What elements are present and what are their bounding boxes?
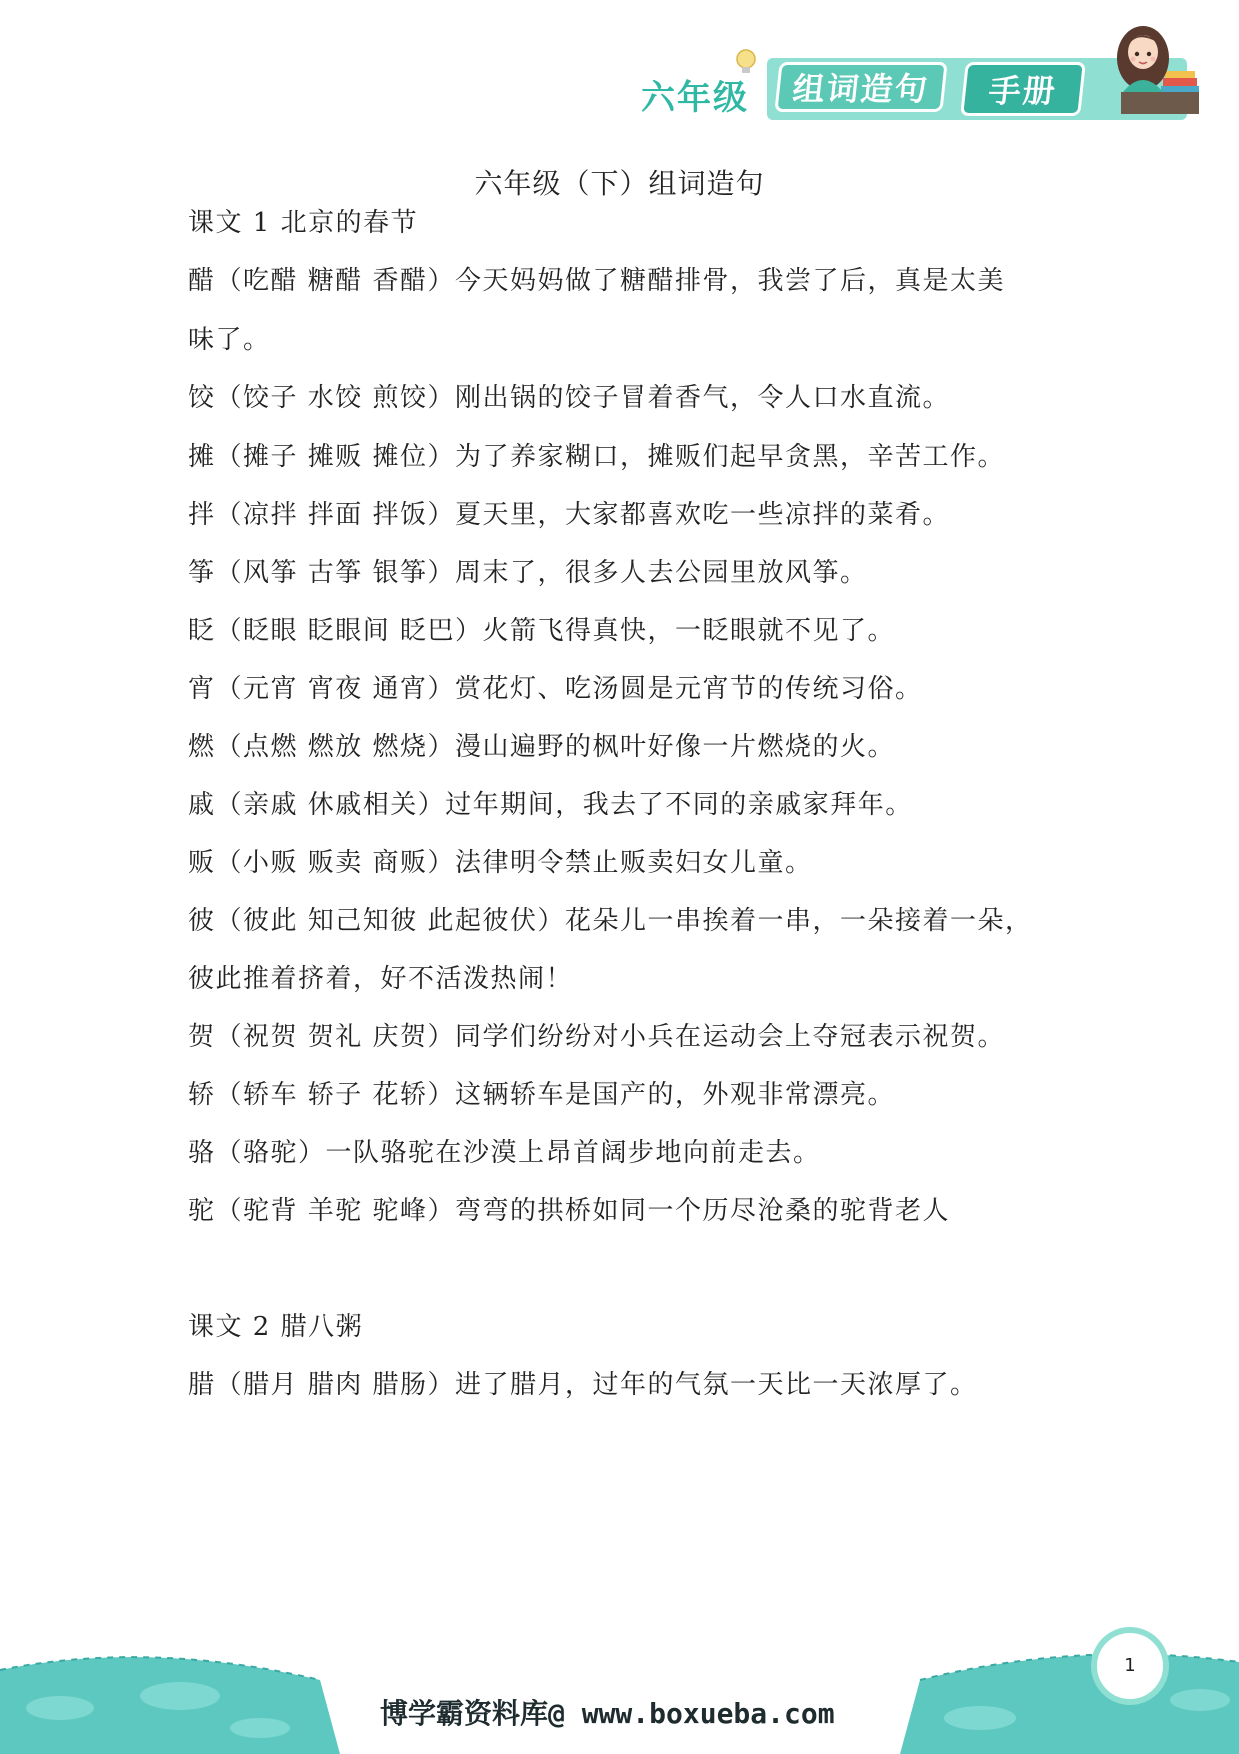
lightbulb-icon <box>733 48 759 78</box>
text-line: 味了。 <box>188 325 271 355</box>
header-banner <box>641 18 1201 128</box>
text-line: 戚（亲戚 休戚相关）过年期间，我去了不同的亲戚家拜年。 <box>188 790 913 820</box>
grade-label: 六年级 <box>641 78 749 118</box>
text-line: 筝（风筝 古筝 银筝）周末了，很多人去公园里放风筝。 <box>188 558 868 588</box>
section-heading: 课文 1 北京的春节 <box>188 208 419 238</box>
text-line: 燃（点燃 燃放 燃烧）漫山遍野的枫叶好像一片燃烧的火。 <box>188 732 896 762</box>
page-title: 六年级（下）组词造句 <box>474 167 765 200</box>
text-line: 宵（元宵 宵夜 通宵）赏花灯、吃汤圆是元宵节的传统习俗。 <box>188 674 923 704</box>
text-line: 拌（凉拌 拌面 拌饭）夏天里，大家都喜欢吃一些凉拌的菜肴。 <box>188 500 951 530</box>
text-line: 彼此推着挤着，好不活泼热闹！ <box>188 964 574 994</box>
text-line: 贺（祝贺 贺礼 庆贺）同学们纷纷对小兵在运动会上夺冠表示祝贺。 <box>188 1022 1006 1052</box>
banner-sub-box <box>960 62 1086 116</box>
banner-main-text: 组词造句 <box>790 70 931 108</box>
text-line: 饺（饺子 水饺 煎饺）刚出锅的饺子冒着香气，令人口水直流。 <box>188 383 951 413</box>
watermark: 博学霸资料库@ www.boxueba.com <box>380 1697 835 1730</box>
text-line: 驼（驼背 羊驼 驼峰）弯弯的拱桥如同一个历尽沧桑的驼背老人 <box>188 1196 951 1226</box>
banner-sub-text: 手册 <box>986 72 1059 110</box>
banner-main-box <box>774 62 947 112</box>
text-line: 骆（骆驼）一队骆驼在沙漠上昂首阔步地向前走去。 <box>188 1138 821 1168</box>
text-line: 眨（眨眼 眨眼间 眨巴）火箭飞得真快，一眨眼就不见了。 <box>188 616 896 646</box>
text-line: 摊（摊子 摊贩 摊位）为了养家糊口，摊贩们起早贪黑，辛苦工作。 <box>188 442 1006 472</box>
section-heading: 课文 2 腊八粥 <box>188 1312 364 1342</box>
text-line: 轿（轿车 轿子 花轿）这辆轿车是国产的，外观非常漂亮。 <box>188 1080 896 1110</box>
text-line: 彼（彼此 知己知彼 此起彼伏）花朵儿一串挨着一串，一朵接着一朵， <box>188 906 1033 936</box>
text-line: 腊（腊月 腊肉 腊肠）进了腊月，过年的气氛一天比一天浓厚了。 <box>188 1370 978 1400</box>
girl-illustration-icon <box>1101 18 1201 118</box>
page-number: 1 <box>1124 1655 1136 1676</box>
text-line: 醋（吃醋 糖醋 香醋）今天妈妈做了糖醋排骨，我尝了后，真是太美 <box>188 266 1006 296</box>
text-line: 贩（小贩 贩卖 商贩）法律明令禁止贩卖妇女儿童。 <box>188 848 813 878</box>
